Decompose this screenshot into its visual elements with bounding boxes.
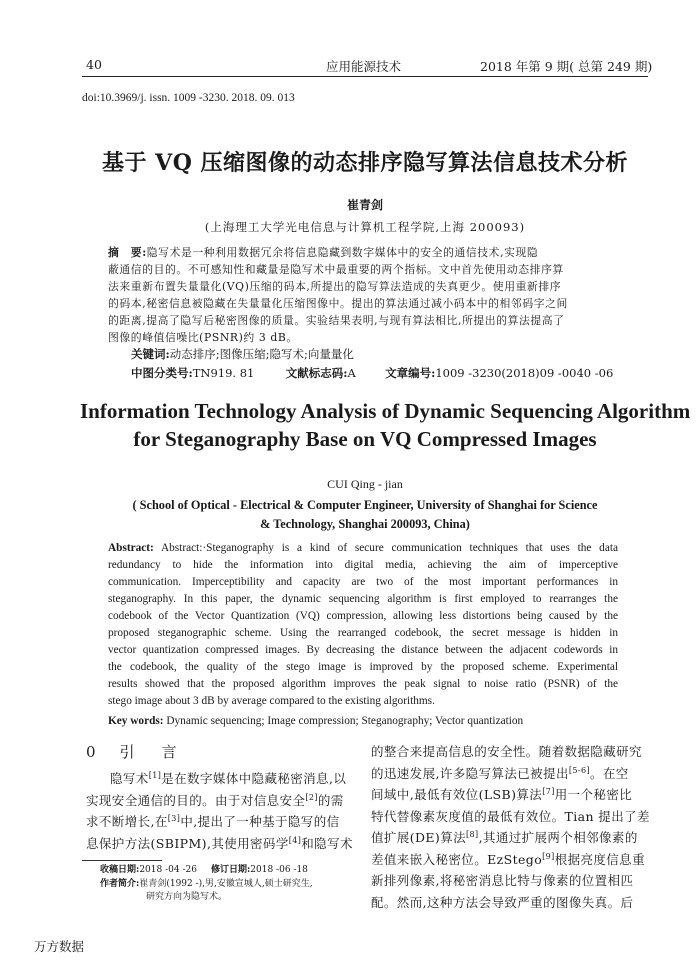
- keywords-en: [108, 713, 523, 730]
- abstract-cn-line: 隐写术是一种利用数据冗余将信息隐藏到数字媒体中的安全的通信技术,实现隐: [146, 246, 539, 259]
- title-en-line: Information Technology Analysis of Dynamic Sequencing Algorithm: [80, 399, 691, 423]
- article-number-label: 文章编号:: [385, 366, 436, 380]
- journal-name: 应用能源技术: [326, 59, 402, 74]
- affiliation-cn: (上海理工大学光电信息与计算机工程学院,上海 200093): [204, 220, 526, 234]
- classification-row: [131, 365, 613, 381]
- keywords-en-text: Dynamic sequencing; Image compression; Steganography; Vector quantization: [166, 715, 524, 727]
- footnote-rule: [82, 860, 162, 861]
- revised-label: 修订日期:: [210, 865, 251, 875]
- author-en: CUI Qing - jian: [327, 477, 403, 491]
- author-cn: 崔青剑: [346, 198, 383, 212]
- abstract-en-line: vector quantization compressed images. By decreasing the distance between the adjacent codewords in: [108, 644, 618, 656]
- abstract-en-line: Abstract:·Steganography is a kind of secure communication techniques that uses the data: [160, 542, 619, 554]
- left-column: [86, 768, 353, 854]
- body-line: 隐写术[1]是在数字媒体中隐藏秘密消息,以: [110, 770, 347, 786]
- body-line: 特代替像素灰度值的最低有效位。Tian 提出了差: [371, 808, 650, 824]
- body-line: 求不断增长,在[3]中,提出了一种基于隐写的信: [86, 813, 340, 829]
- footnote: [100, 864, 313, 905]
- abstract-cn: [108, 244, 568, 346]
- abstract-en-line: results showed that the proposed algorithm improves the peak signal to noise ratio (PSNR) of the: [108, 678, 618, 690]
- header-rule: [82, 76, 648, 77]
- issue-info: 2018 年第 9 期( 总第 249 期): [480, 59, 653, 74]
- received-date: 2018 -04 -26: [139, 865, 197, 875]
- abstract-en-line: stego image about 3 dB by average compared to the existing algorithms.: [108, 695, 435, 707]
- title-en-line: for Steganography Base on VQ Compressed Images: [133, 427, 597, 451]
- abstract-cn-line: 蔽通信的目的。不可感知性和藏量是隐写术中最重要的两个指标。文中首先使用动态排序算: [108, 263, 564, 276]
- affiliation-en-line: & Technology, Shanghai 200093, China): [260, 517, 470, 531]
- body-line: 值扩展(DE)算法[8],其通过扩展两个相邻像素的: [371, 829, 638, 845]
- body-line: 间域中,最低有效位(LSB)算法[7]用一个秘密比: [371, 786, 633, 802]
- affiliation-en: [80, 496, 650, 534]
- abstract-cn-line: 法来重新布置失量量化(VQ)压缩的码本,所提出的隐写算法造成的失真更少。使用重新排序: [108, 280, 562, 293]
- watermark: 万方数据: [34, 939, 85, 954]
- title-en: [80, 397, 691, 453]
- abstract-en-line: the codebook, the quality of the stego image is improved by the proposed scheme. Experimental: [108, 661, 618, 673]
- abstract-en-line: redundancy to hide the information into digital media, achieving the aim of imperceptive: [108, 559, 618, 571]
- section-heading: [86, 741, 183, 762]
- abstract-cn-label: 摘 要:: [108, 246, 147, 259]
- abstract-en-label: Abstract:: [108, 542, 154, 554]
- bio-text: 崔青剑(1992 -),男,安徽宣城人,硕士研究生,: [139, 878, 313, 889]
- abstract-cn-line: 图像的峰值信噪比(PSNR)约 3 dB。: [108, 331, 298, 344]
- abstract-en-line: proposed steganographic scheme. Using the rearranged codebook, the secret message is hidden in: [108, 627, 618, 639]
- keywords-cn-text: 动态排序;图像压缩;隐写术;向量量化: [169, 347, 354, 361]
- keywords-en-label: Key words:: [108, 715, 164, 727]
- doc-code-label: 文献标志码:: [285, 366, 348, 380]
- doc-code-value: A: [347, 366, 356, 380]
- keywords-cn: [131, 346, 354, 362]
- section-title: 引 言: [119, 743, 183, 761]
- right-column: [371, 741, 653, 913]
- body-line: 息保护方法(SBIPM),其使用密码学[4]和隐写术: [86, 835, 353, 851]
- body-line: 新排列像素,将秘密消息比特与像素的位置相匹: [371, 873, 634, 888]
- abstract-en-line: communication. Imperceptibility and capacity are two of the most important performances in: [108, 576, 618, 588]
- abstract-en: [108, 540, 618, 710]
- keywords-cn-label: 关键词:: [131, 347, 170, 361]
- body-line: 实现安全通信的目的。由于对信息安全[2]的需: [86, 792, 344, 808]
- body-line: 配。然而,这种方法会导致严重的图像失真。后: [371, 894, 634, 910]
- abstract-en-line: steganography. In this paper, the dynamic sequencing algorithm is first employed to rearranges the: [108, 593, 618, 605]
- page-number: 40: [86, 57, 102, 72]
- article-number-value: 1009 -3230(2018)09 -0040 -06: [435, 366, 614, 380]
- title-cn: 基于 VQ 压缩图像的动态排序隐写算法信息技术分析: [101, 150, 629, 176]
- body-line: 的迅速发展,许多隐写算法已被提出[5-6]。在空: [371, 765, 629, 781]
- section-number: 0: [86, 743, 102, 761]
- revised-date: 2018 -06 -18: [250, 865, 308, 875]
- doi: doi:10.3969/j. issn. 1009 -3230. 2018. 09. 013: [82, 92, 295, 104]
- abstract-en-line: codebook of the Vector Quantization (VQ) compression, allowing less distortions being caused by the: [108, 610, 618, 622]
- clc-value: TN919. 81: [192, 366, 255, 380]
- received-label: 收稿日期:: [100, 865, 140, 875]
- abstract-cn-line: 的码本,秘密信息被隐藏在失量量化压缩图像中。提出的算法通过减小码本中的相邻码字之间: [108, 297, 568, 310]
- bio-text: 研究方向为隐写术。: [146, 892, 228, 902]
- body-line: 的整合来提高信息的安全性。随着数据隐藏研究: [371, 744, 642, 759]
- bio-label: 作者简介:: [100, 878, 140, 889]
- clc-label: 中图分类号:: [131, 366, 193, 380]
- body-line: 差值来嵌入秘密位。EzStego[9]根据亮度信息重: [371, 851, 645, 867]
- abstract-cn-line: 的距离,提高了隐写后秘密图像的质量。实验结果表明,与现有算法相比,所提出的算法提高了: [108, 314, 565, 327]
- affiliation-en-line: ( School of Optical - Electrical & Computer Engineer, University of Shanghai for Science: [132, 498, 598, 512]
